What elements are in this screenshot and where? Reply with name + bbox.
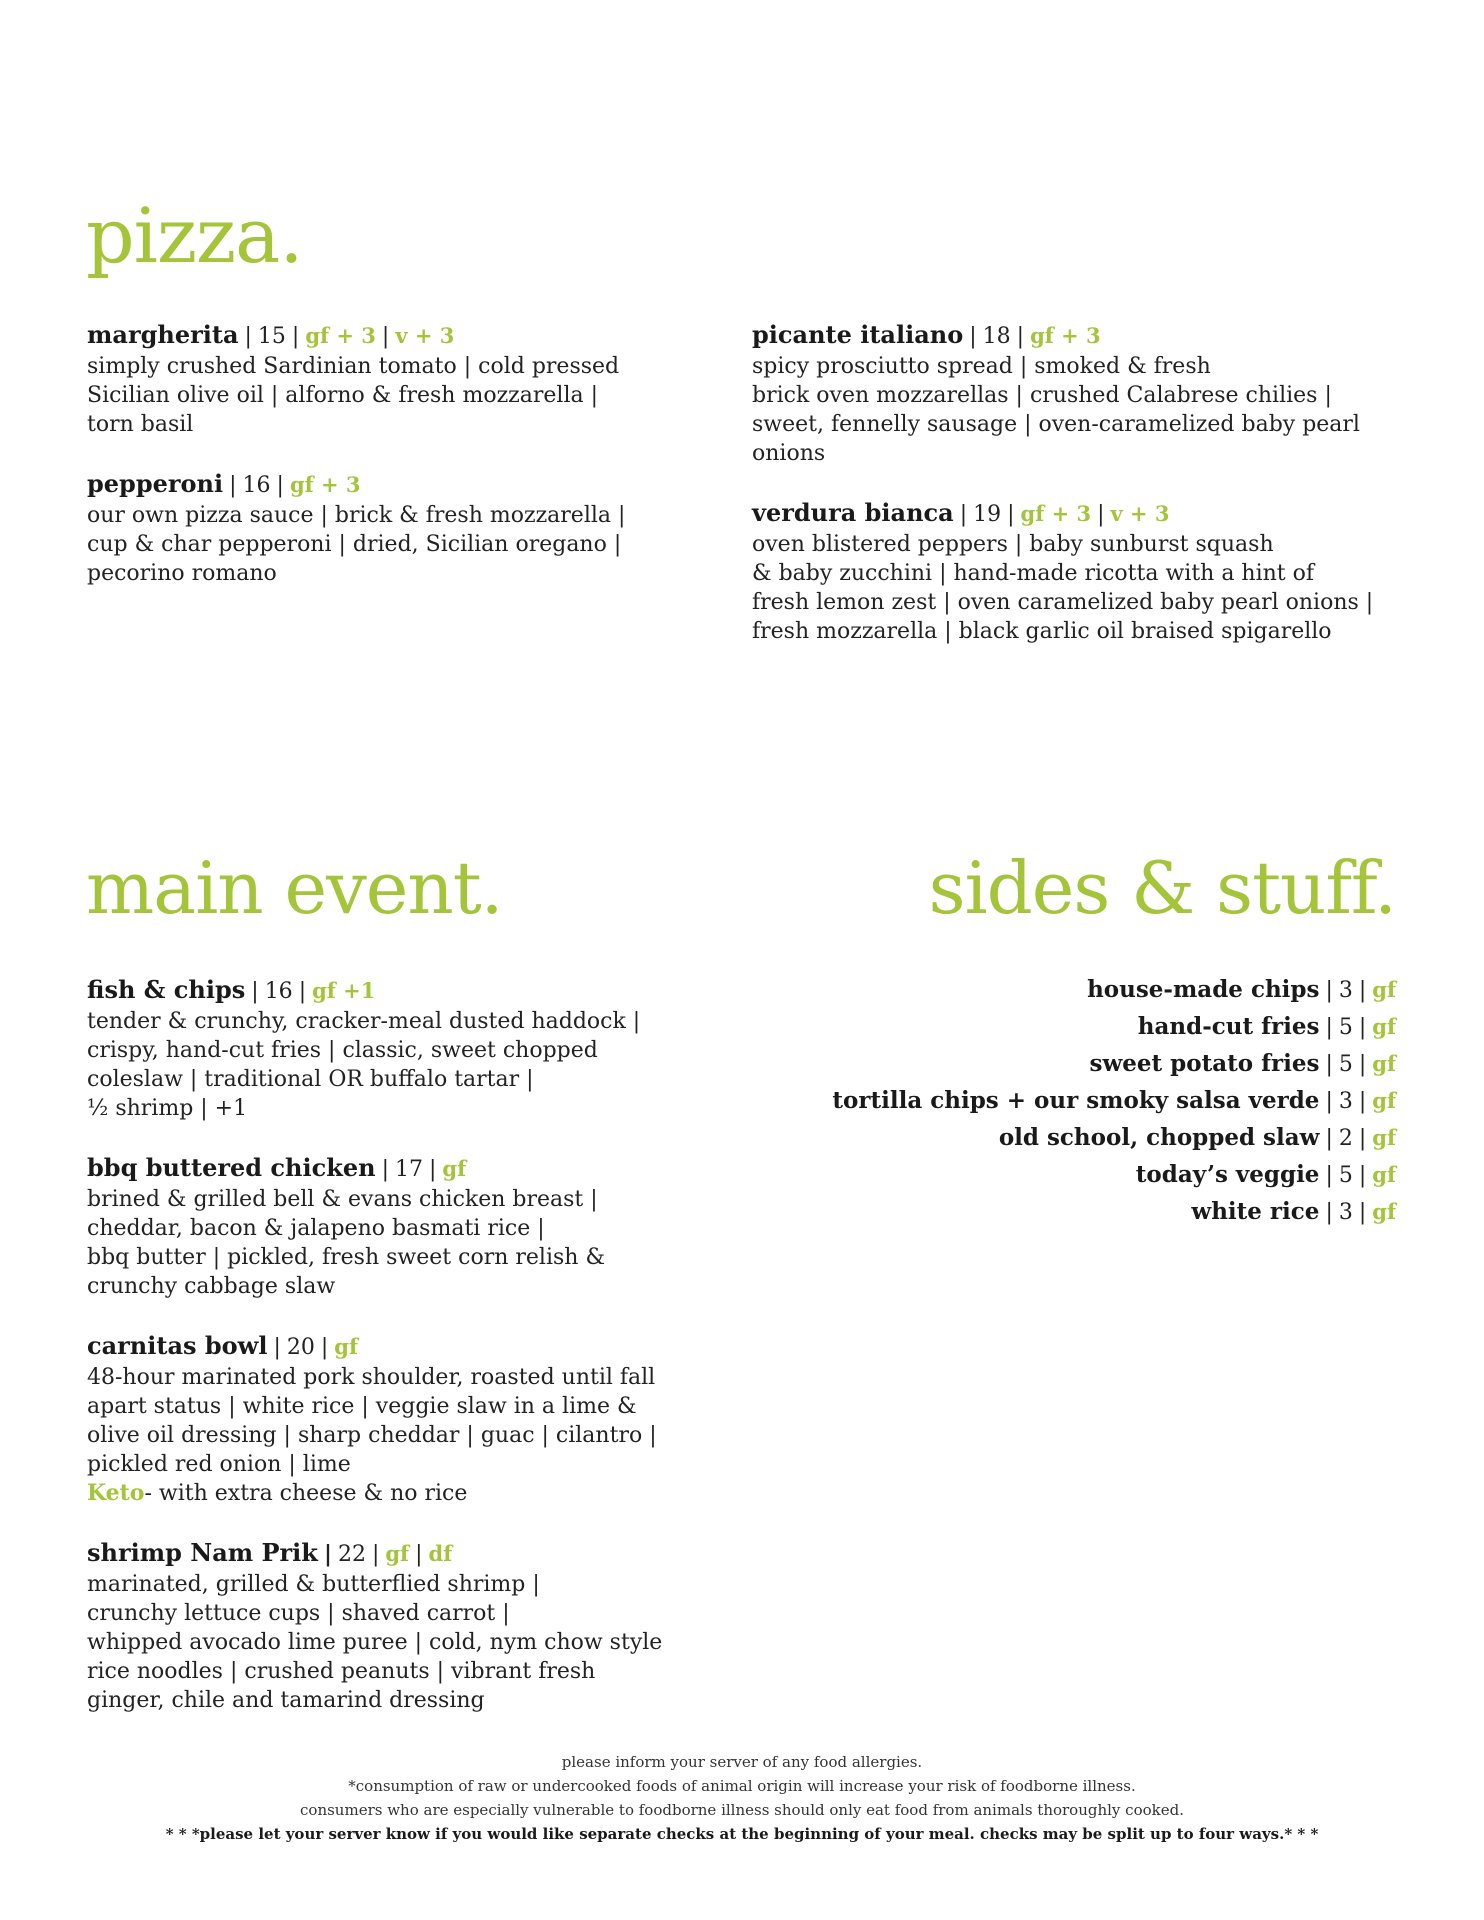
sides-section-title: sides & stuff. xyxy=(928,846,1396,930)
main-event-section-title: main event. xyxy=(86,846,503,930)
item-name: pepperoni xyxy=(87,469,224,498)
description-line: brick oven mozzarellas | crushed Calabrese chilies | xyxy=(752,383,1332,408)
description-line: onions xyxy=(752,441,826,466)
item-price: 18 xyxy=(982,324,1011,349)
description-line: simply crushed Sardinian tomato | cold pressed xyxy=(87,354,620,379)
description-line: fresh lemon zest | oven caramelized baby pearl onions | xyxy=(752,590,1374,615)
item-name: margherita xyxy=(87,320,239,349)
menu-item-pepperoni: pepperoni | 16 | gf + 3 our own pizza sauce | brick & fresh mozzarella | cup & char pepperoni | dried, Sicilian oregano | pecorino romano xyxy=(87,469,727,588)
description-line: bbq butter | pickled, fresh sweet corn relish & xyxy=(87,1245,606,1270)
description-line: sweet, fennelly sausage | oven-caramelized baby pearl xyxy=(752,412,1360,437)
item-price: 22 xyxy=(337,1542,366,1567)
side-item: today’s veggie | 5 | gf xyxy=(1135,1161,1396,1188)
item-name: verdura bianca xyxy=(752,498,954,527)
gf-tag: gf xyxy=(1372,1014,1396,1039)
item-price: 16 xyxy=(242,473,271,498)
item-price: 16 xyxy=(264,979,293,1004)
description-line: apart status | white rice | veggie slaw in a lime & xyxy=(87,1394,637,1419)
v-tag: v + 3 xyxy=(395,323,455,348)
side-name: old school, chopped slaw xyxy=(998,1124,1320,1151)
item-price: 15 xyxy=(257,324,286,349)
gf-tag: gf + 3 xyxy=(1020,501,1092,526)
description-line: whipped avocado lime puree | cold, nym chow style xyxy=(87,1630,663,1655)
side-item: white rice | 3 | gf xyxy=(1191,1198,1396,1225)
side-price: 5 xyxy=(1338,1015,1353,1040)
description-line: marinated, grilled & butterflied shrimp | xyxy=(87,1572,540,1597)
keto-label: Keto xyxy=(87,1480,145,1506)
menu-item-margherita: margherita | 15 | gf + 3 | v + 3 simply crushed Sardinian tomato | cold pressed Sicilian olive oil | alforno & fresh mozzarella | torn basil xyxy=(87,320,727,439)
side-price: 5 xyxy=(1338,1163,1353,1188)
menu-item-verdura-bianca: verdura bianca | 19 | gf + 3 | v + 3 oven blistered peppers | baby sunburst squash & baby zucchini | hand-made ricotta with a hint of fresh lemon zest | oven caramelized baby pearl onions | fresh mozzarella | black garlic oil braised spigarello xyxy=(752,498,1452,646)
side-price: 5 xyxy=(1338,1052,1353,1077)
side-item: old school, chopped slaw | 2 | gf xyxy=(998,1124,1396,1151)
description-line: ½ shrimp | +1 xyxy=(87,1096,248,1121)
keto-text: - with extra cheese & no rice xyxy=(144,1481,468,1506)
item-name: shrimp Nam Prik xyxy=(87,1538,318,1567)
gf-tag: gf xyxy=(442,1156,467,1181)
side-item: house-made chips | 3 | gf xyxy=(1087,976,1396,1003)
description-line: cup & char pepperoni | dried, Sicilian oregano | xyxy=(87,532,622,557)
item-description xyxy=(87,501,727,588)
gf-tag: gf xyxy=(1372,1088,1396,1113)
side-price: 3 xyxy=(1338,978,1353,1003)
pizza-left-column xyxy=(87,320,727,618)
item-description xyxy=(87,352,727,439)
description-line: Sicilian olive oil | alforno & fresh mozzarella | xyxy=(87,383,598,408)
side-name: today’s veggie xyxy=(1135,1161,1320,1188)
side-price: 2 xyxy=(1338,1126,1353,1151)
allergy-notice: please inform your server of any food allergies. xyxy=(561,1753,923,1771)
description-line: & baby zucchini | hand-made ricotta with a hint of xyxy=(752,561,1315,586)
item-description xyxy=(87,1185,747,1301)
main-event-column xyxy=(87,975,747,1745)
sides-column xyxy=(696,972,1396,1231)
pizza-section-title: pizza. xyxy=(86,191,303,280)
menu-item-carnitas-bowl: carnitas bowl | 20 | gf 48-hour marinated pork shoulder, roasted until fall apart status | white rice | veggie slaw in a lime & olive oil dressing | sharp cheddar | guac | cilantro | pickled red onion | lime Keto- with extra cheese & no rice xyxy=(87,1331,747,1508)
gf-tag: gf + 3 xyxy=(305,323,376,348)
v-tag: v + 3 xyxy=(1110,501,1170,526)
description-line: spicy prosciutto spread | smoked & fresh xyxy=(752,354,1211,379)
gf-tag: gf xyxy=(1372,1199,1396,1224)
separate-checks-notice: * * *please let your server know if you would like separate checks at the beginning of your meal. checks may be split up to four ways.* * * xyxy=(165,1825,1319,1843)
pizza-right-column xyxy=(752,320,1452,676)
gf-tag: gf +1 xyxy=(312,978,376,1003)
description-line: pecorino romano xyxy=(87,561,277,586)
description-line: oven blistered peppers | baby sunburst squash xyxy=(752,532,1274,557)
description-line: crunchy lettuce cups | shaved carrot | xyxy=(87,1601,510,1626)
item-name: fish & chips xyxy=(87,975,246,1004)
description-line: olive oil dressing | sharp cheddar | guac | cilantro | xyxy=(87,1423,657,1448)
item-price: 20 xyxy=(286,1335,315,1360)
side-price: 3 xyxy=(1338,1089,1353,1114)
item-description xyxy=(752,530,1452,646)
gf-tag: gf xyxy=(334,1334,359,1359)
side-name: hand-cut fries xyxy=(1137,1013,1320,1040)
item-name: bbq buttered chicken xyxy=(87,1153,376,1182)
side-item: tortilla chips + our smoky salsa verde | 3 | gf xyxy=(832,1087,1396,1114)
gf-tag: gf + 3 xyxy=(1030,323,1101,348)
consumption-warning: *consumption of raw or undercooked foods of animal origin will increase your risk of foodborne illness. xyxy=(348,1777,1136,1795)
description-line: pickled red onion | lime xyxy=(87,1452,351,1477)
item-price: 17 xyxy=(394,1157,423,1182)
allergy-footer xyxy=(0,1750,1484,1846)
item-description xyxy=(87,1363,747,1508)
item-name: picante italiano xyxy=(752,320,964,349)
side-name: house-made chips xyxy=(1087,976,1320,1003)
gf-tag: gf + 3 xyxy=(289,472,361,497)
vulnerable-consumers-notice: consumers who are especially vulnerable to foodborne illness should only eat food from animals thoroughly cooked. xyxy=(300,1801,1184,1819)
description-line: coleslaw | traditional OR buffalo tartar | xyxy=(87,1067,534,1092)
description-line: crunchy cabbage slaw xyxy=(87,1274,336,1299)
item-description xyxy=(87,1570,747,1715)
menu-item-bbq-buttered-chicken: bbq buttered chicken | 17 | gf brined & grilled bell & evans chicken breast | cheddar, bacon & jalapeno basmati rice | bbq butter | pickled, fresh sweet corn relish & crunchy cabbage slaw xyxy=(87,1153,747,1301)
menu-item-shrimp-nam-prik: shrimp Nam Prik | 22 | gf | df marinated, grilled & butterflied shrimp | crunchy lettuce cups | shaved carrot | whipped avocado lime puree | cold, nym chow style rice noodles | crushed peanuts | vibrant fresh ginger, chile and tamarind dressing xyxy=(87,1538,747,1715)
gf-tag: gf xyxy=(1372,977,1396,1002)
item-name: carnitas bowl xyxy=(87,1331,268,1360)
menu-item-picante-italiano: picante italiano | 18 | gf + 3 spicy prosciutto spread | smoked & fresh brick oven mozzarellas | crushed Calabrese chilies | sweet, fennelly sausage | oven-caramelized baby pearl onions xyxy=(752,320,1452,468)
side-price: 3 xyxy=(1338,1200,1353,1225)
item-price: 19 xyxy=(973,502,1002,527)
description-line: 48-hour marinated pork shoulder, roasted until fall xyxy=(87,1365,656,1390)
description-line: crispy, hand-cut fries | classic, sweet chopped xyxy=(87,1038,598,1063)
description-line: ginger, chile and tamarind dressing xyxy=(87,1688,485,1713)
gf-tag: gf xyxy=(1372,1051,1396,1076)
description-line: rice noodles | crushed peanuts | vibrant fresh xyxy=(87,1659,596,1684)
side-item: hand-cut fries | 5 | gf xyxy=(1137,1013,1396,1040)
description-line: fresh mozzarella | black garlic oil braised spigarello xyxy=(752,619,1332,644)
side-name: sweet potato fries xyxy=(1089,1050,1320,1077)
description-line: tender & crunchy, cracker-meal dusted haddock | xyxy=(87,1009,641,1034)
item-description xyxy=(752,352,1452,468)
description-line: brined & grilled bell & evans chicken breast | xyxy=(87,1187,598,1212)
gf-tag: gf xyxy=(385,1541,410,1566)
df-tag: df xyxy=(428,1541,453,1566)
side-name: tortilla chips + our smoky salsa verde xyxy=(832,1087,1320,1114)
description-line: cheddar, bacon & jalapeno basmati rice | xyxy=(87,1216,545,1241)
side-item: sweet potato fries | 5 | gf xyxy=(1089,1050,1396,1077)
side-name: white rice xyxy=(1191,1198,1320,1225)
gf-tag: gf xyxy=(1372,1162,1396,1187)
description-line: our own pizza sauce | brick & fresh mozzarella | xyxy=(87,503,626,528)
menu-item-fish-and-chips: fish & chips | 16 | gf +1 tender & crunchy, cracker-meal dusted haddock | crispy, hand-cut fries | classic, sweet chopped coleslaw | traditional OR buffalo tartar | ½ shrimp | +1 xyxy=(87,975,747,1123)
gf-tag: gf xyxy=(1372,1125,1396,1150)
item-description xyxy=(87,1007,747,1123)
keto-option xyxy=(87,1479,747,1508)
description-line: torn basil xyxy=(87,412,194,437)
